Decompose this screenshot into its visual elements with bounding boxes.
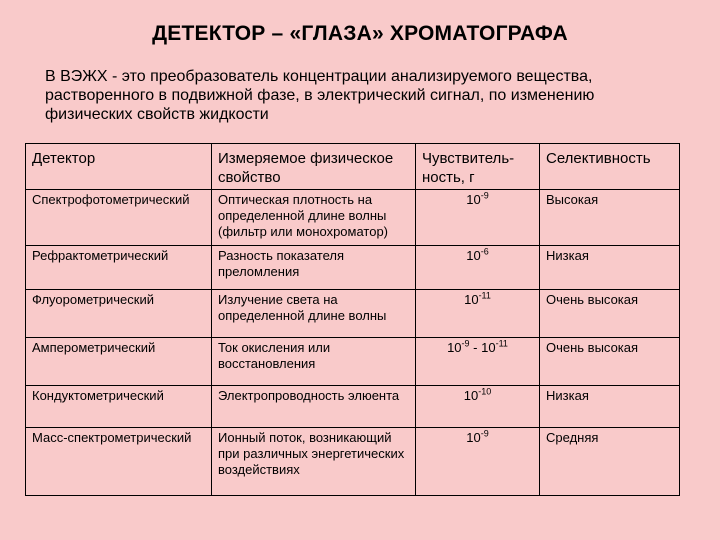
measured-property: Электропроводность элюента [212,386,416,428]
sensitivity-value: $10^{-6}$ [416,246,540,290]
selectivity-value: Очень высокая [540,338,680,386]
measured-property: Ионный поток, возникающий при различных энергетических воздействиях [212,428,416,496]
header-sensitivity: Чувствитель-ность, г [416,144,540,190]
slide-title: ДЕТЕКТОР – «ГЛАЗА» ХРОМАТОГРАФА [152,22,568,45]
detector-name: Амперометрический [26,338,212,386]
sensitivity-value: $10^{-9}$ [416,190,540,246]
intro-text: В ВЭЖХ - это преобразователь концентрации анализируемого вещества, растворенного в подвижной фазе, в электрический сигнал, по изменению физических свойств жидкости [45,68,595,123]
detector-name: Спектрофотометрический [26,190,212,246]
selectivity-value: Очень высокая [540,290,680,338]
sensitivity-value: $10^{-10}$ [416,386,540,428]
selectivity-value: Высокая [540,190,680,246]
table-row [26,338,680,386]
detector-name: Рефрактометрический [26,246,212,290]
selectivity-value: Низкая [540,246,680,290]
measured-property: Разность показателя преломления [212,246,416,290]
measured-property: Ток окисления или восстановления [212,338,416,386]
detector-name: Кондуктометрический [26,386,212,428]
header-property: Измеряемое физическое свойство [212,144,416,190]
measured-property: Излучение света на определенной длине волны [212,290,416,338]
header-selectivity: Селективность [540,144,680,190]
table-row [26,290,680,338]
sensitivity-value: $10^{-9}$ [416,428,540,496]
table-header-row [26,144,680,190]
header-detector: Детектор [26,144,212,190]
sensitivity-value: $10^{-9} - 10^{-11}$ [416,338,540,386]
detector-name: Масс-спектрометрический [26,428,212,496]
selectivity-value: Низкая [540,386,680,428]
selectivity-value: Средняя [540,428,680,496]
table-row [26,428,680,496]
sensitivity-value: $10^{-11}$ [416,290,540,338]
detector-name: Флуорометрический [26,290,212,338]
table-row [26,190,680,246]
table-row [26,246,680,290]
detectors-table [25,143,680,496]
measured-property: Оптическая плотность на определенной длине волны (фильтр или монохроматор) [212,190,416,246]
table-row [26,386,680,428]
